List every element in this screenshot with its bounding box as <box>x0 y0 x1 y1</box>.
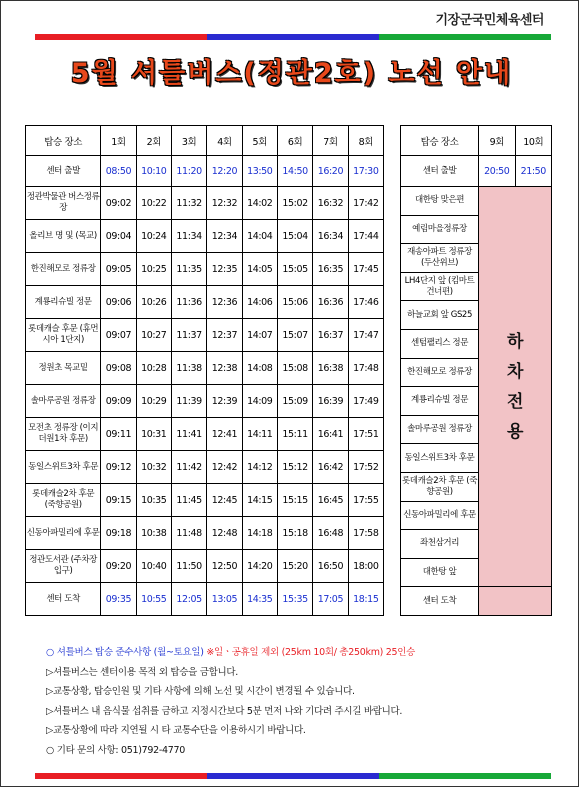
column-header: 2회 <box>136 126 171 156</box>
column-header: 3회 <box>171 126 206 156</box>
departure-time: 10:24 <box>136 220 171 253</box>
departure-time: 11:42 <box>171 451 206 484</box>
departure-time: 10:29 <box>136 385 171 418</box>
departure-time: 16:36 <box>313 286 348 319</box>
table-row <box>26 451 384 484</box>
departure-time: 17:52 <box>348 451 383 484</box>
departure-time: 14:15 <box>242 484 277 517</box>
departure-time: 12:50 <box>207 550 242 583</box>
departure-time: 17:49 <box>348 385 383 418</box>
departure-time: 15:06 <box>277 286 312 319</box>
departure-time: 21:50 <box>515 156 551 187</box>
departure-time: 15:09 <box>277 385 312 418</box>
departure-time: 15:15 <box>277 484 312 517</box>
note-line-2: ▷셔틀버스는 센터이용 목적 외 탑승을 금합니다. <box>46 666 238 678</box>
note-line-4: ▷셔틀버스 내 음식물 섭취를 금하고 지정시간보다 5분 먼저 나와 기다려 주시길 바랍니다. <box>46 705 403 717</box>
departure-time: 10:26 <box>136 286 171 319</box>
stop-name: 한진해모로 정류장 <box>26 253 101 286</box>
column-header: 8회 <box>348 126 383 156</box>
table-row <box>401 587 552 616</box>
stop-name: 정관도서관 (주차장 입구) <box>26 550 101 583</box>
departure-time: 11:34 <box>171 220 206 253</box>
departure-time: 17:47 <box>348 319 383 352</box>
note-days: (월~토요일) <box>153 647 204 658</box>
table-row <box>401 187 552 216</box>
column-header: 5회 <box>242 126 277 156</box>
column-header: 10회 <box>515 126 551 156</box>
departure-time: 12:36 <box>207 286 242 319</box>
departure-time: 11:45 <box>171 484 206 517</box>
table-row <box>26 220 384 253</box>
departure-time: 16:41 <box>313 418 348 451</box>
stop-name: 센텀팰리스 정문 <box>401 329 479 358</box>
departure-time: 16:37 <box>313 319 348 352</box>
departure-time: 12:32 <box>207 187 242 220</box>
departure-time: 10:40 <box>136 550 171 583</box>
main-table-header <box>26 126 384 156</box>
stop-name: 예림마을정류장 <box>401 215 479 244</box>
column-header: 1회 <box>101 126 136 156</box>
departure-time: 14:11 <box>242 418 277 451</box>
note-contact: ○ 기타 문의 사항: 051)792-4770 <box>46 744 186 756</box>
stop-name: LH4단지 앞 (킴마트 건너편) <box>401 272 479 301</box>
departure-time: 10:31 <box>136 418 171 451</box>
departure-time: 08:50 <box>101 156 136 187</box>
departure-time: 09:05 <box>101 253 136 286</box>
departure-time: 15:18 <box>277 517 312 550</box>
departure-time: 09:02 <box>101 187 136 220</box>
departure-time: 14:05 <box>242 253 277 286</box>
departure-time: 10:27 <box>136 319 171 352</box>
departure-time: 11:39 <box>171 385 206 418</box>
departure-time: 12:39 <box>207 385 242 418</box>
stop-name: 재송아파트 정류장 (두산위브) <box>401 244 479 273</box>
departure-time: 14:12 <box>242 451 277 484</box>
stop-name: 계룡리슈빌 정문 <box>26 286 101 319</box>
stop-name: 신동아파밀리에 후문 <box>26 517 101 550</box>
departure-time: 16:32 <box>313 187 348 220</box>
departure-time: 15:04 <box>277 220 312 253</box>
stop-name: 롯데캐슬2차 후문 (죽향공원) <box>26 484 101 517</box>
departure-time: 11:35 <box>171 253 206 286</box>
departure-time: 10:28 <box>136 352 171 385</box>
column-header: 9회 <box>479 126 515 156</box>
main-schedule-table <box>25 125 384 616</box>
column-header: 7회 <box>313 126 348 156</box>
table-row <box>26 286 384 319</box>
departure-time: 11:41 <box>171 418 206 451</box>
departure-time: 16:45 <box>313 484 348 517</box>
departure-time: 16:39 <box>313 385 348 418</box>
departure-time: 17:55 <box>348 484 383 517</box>
departure-time: 11:38 <box>171 352 206 385</box>
departure-time: 10:32 <box>136 451 171 484</box>
column-header: 4회 <box>207 126 242 156</box>
departure-time: 15:07 <box>277 319 312 352</box>
departure-time: 11:37 <box>171 319 206 352</box>
departure-time: 15:08 <box>277 352 312 385</box>
stop-name: 정원초 목교밑 <box>26 352 101 385</box>
departure-time: 09:12 <box>101 451 136 484</box>
departure-time: 15:05 <box>277 253 312 286</box>
stop-name: 정관박물관 버스정류장 <box>26 187 101 220</box>
departure-time: 10:22 <box>136 187 171 220</box>
note-line-3: ▷교통상황, 탑승인원 및 기타 사항에 의해 노선 및 시간이 변경될 수 있습니다. <box>46 686 355 697</box>
departure-time: 16:34 <box>313 220 348 253</box>
departure-time: 09:06 <box>101 286 136 319</box>
departure-time: 11:32 <box>171 187 206 220</box>
stop-name: 센터 도착 <box>26 583 101 616</box>
departure-time: 12:20 <box>207 156 242 187</box>
table-row <box>26 156 384 187</box>
drop-off-only-label: 하 차 전 용 <box>479 187 552 587</box>
departure-time: 12:45 <box>207 484 242 517</box>
stop-name: 롯데캐슬 후문 (휴먼시아 1단지) <box>26 319 101 352</box>
departure-time: 14:50 <box>277 156 312 187</box>
departure-time: 11:50 <box>171 550 206 583</box>
side-schedule-table <box>400 125 552 616</box>
stop-name: 대한탕 앞 <box>401 558 479 587</box>
departure-time: 10:38 <box>136 517 171 550</box>
table-row <box>26 319 384 352</box>
departure-time: 17:46 <box>348 286 383 319</box>
table-row <box>26 187 384 220</box>
table-row <box>26 418 384 451</box>
departure-time: 09:09 <box>101 385 136 418</box>
departure-time: 14:18 <box>242 517 277 550</box>
departure-time: 14:06 <box>242 286 277 319</box>
departure-time: 14:35 <box>242 583 277 616</box>
departure-time: 16:20 <box>313 156 348 187</box>
note-capacity: (25km 10회/ 총250km) 25인승 <box>281 647 416 658</box>
departure-time: 16:42 <box>313 451 348 484</box>
departure-time: 12:42 <box>207 451 242 484</box>
departure-time: 16:38 <box>313 352 348 385</box>
departure-time: 14:07 <box>242 319 277 352</box>
departure-time: 17:48 <box>348 352 383 385</box>
table-row <box>401 156 552 187</box>
stop-name: 솔마루공원 정류장 <box>26 385 101 418</box>
page-title: 5월 셔틀버스(정관2호) 노선 안내 <box>70 58 513 89</box>
stop-name: 센터 도착 <box>401 587 479 616</box>
departure-time: 09:08 <box>101 352 136 385</box>
departure-time: 09:35 <box>101 583 136 616</box>
departure-time: 17:30 <box>348 156 383 187</box>
departure-time: 14:02 <box>242 187 277 220</box>
stop-name: 계룡리슈빌 정문 <box>401 387 479 416</box>
table-row <box>26 583 384 616</box>
departure-time: 14:20 <box>242 550 277 583</box>
color-bar-top <box>35 34 551 40</box>
column-header: 탑승 장소 <box>26 126 101 156</box>
departure-time: 12:41 <box>207 418 242 451</box>
departure-time: 09:15 <box>101 484 136 517</box>
departure-time: 12:35 <box>207 253 242 286</box>
stop-name: 동일스위트3차 후문 <box>401 444 479 473</box>
stop-name: 롯데캐슬2차 후문 (죽향공원) <box>401 472 479 501</box>
departure-time: 10:10 <box>136 156 171 187</box>
departure-time: 09:20 <box>101 550 136 583</box>
departure-time: 15:12 <box>277 451 312 484</box>
stop-name: 솔마루공원 정류장 <box>401 415 479 444</box>
table-row <box>26 484 384 517</box>
departure-time: 11:48 <box>171 517 206 550</box>
departure-time: 13:50 <box>242 156 277 187</box>
stop-name: 센터 출발 <box>26 156 101 187</box>
stop-name: 하늘교회 앞 GS25 <box>401 301 479 330</box>
color-bar-bottom <box>35 773 551 779</box>
departure-time: 09:11 <box>101 418 136 451</box>
departure-time: 12:05 <box>171 583 206 616</box>
departure-time: 12:38 <box>207 352 242 385</box>
departure-time: 18:15 <box>348 583 383 616</box>
departure-time: 17:05 <box>313 583 348 616</box>
departure-time: 12:48 <box>207 517 242 550</box>
stop-name: 대한탕 맞은편 <box>401 187 479 216</box>
departure-time: 09:07 <box>101 319 136 352</box>
departure-time: 20:50 <box>479 156 515 187</box>
departure-time: 12:34 <box>207 220 242 253</box>
notes <box>46 643 415 760</box>
departure-time: 18:00 <box>348 550 383 583</box>
column-header: 탑승 장소 <box>401 126 479 156</box>
departure-time: 11:20 <box>171 156 206 187</box>
note-rules-title: ○ 셔틀버스 탑승 준수사항 <box>46 647 151 658</box>
departure-time: 17:58 <box>348 517 383 550</box>
table-row <box>26 253 384 286</box>
departure-time: 10:55 <box>136 583 171 616</box>
departure-time: 17:44 <box>348 220 383 253</box>
table-row <box>26 517 384 550</box>
departure-time: 09:04 <box>101 220 136 253</box>
departure-time: 15:11 <box>277 418 312 451</box>
departure-time: 14:09 <box>242 385 277 418</box>
note-exclude: ※일ㆍ공휴일 제외 <box>206 647 279 658</box>
stop-name: 모전초 정류장 (이지더원1차 후문) <box>26 418 101 451</box>
table-row <box>26 352 384 385</box>
stop-name: 올리브 명 및 (목교) <box>26 220 101 253</box>
departure-time: 17:42 <box>348 187 383 220</box>
departure-time: 15:02 <box>277 187 312 220</box>
note-line-1 <box>46 643 415 663</box>
departure-time: 15:35 <box>277 583 312 616</box>
departure-time: 14:04 <box>242 220 277 253</box>
departure-time: 13:05 <box>207 583 242 616</box>
column-header: 6회 <box>277 126 312 156</box>
organization-name: 기장군국민체육센터 <box>435 13 544 28</box>
table-row <box>26 550 384 583</box>
departure-time: 16:50 <box>313 550 348 583</box>
blank-cell <box>479 587 552 616</box>
departure-time: 16:48 <box>313 517 348 550</box>
departure-time: 16:35 <box>313 253 348 286</box>
stop-name: 센터 출발 <box>401 156 479 187</box>
note-line-5: ▷교통상황에 따라 지연될 시 타 교통수단을 이용하시기 바랍니다. <box>46 725 306 736</box>
stop-name: 한진해모로 정류장 <box>401 358 479 387</box>
stop-name: 좌천삼거리 <box>401 530 479 559</box>
stop-name: 신동아파밀리에 후문 <box>401 501 479 530</box>
departure-time: 15:20 <box>277 550 312 583</box>
stop-name: 동일스위트3차 후문 <box>26 451 101 484</box>
side-table-header <box>401 126 552 156</box>
departure-time: 17:51 <box>348 418 383 451</box>
departure-time: 10:25 <box>136 253 171 286</box>
departure-time: 10:35 <box>136 484 171 517</box>
departure-time: 09:18 <box>101 517 136 550</box>
departure-time: 11:36 <box>171 286 206 319</box>
departure-time: 14:08 <box>242 352 277 385</box>
table-row <box>26 385 384 418</box>
departure-time: 12:37 <box>207 319 242 352</box>
departure-time: 17:45 <box>348 253 383 286</box>
